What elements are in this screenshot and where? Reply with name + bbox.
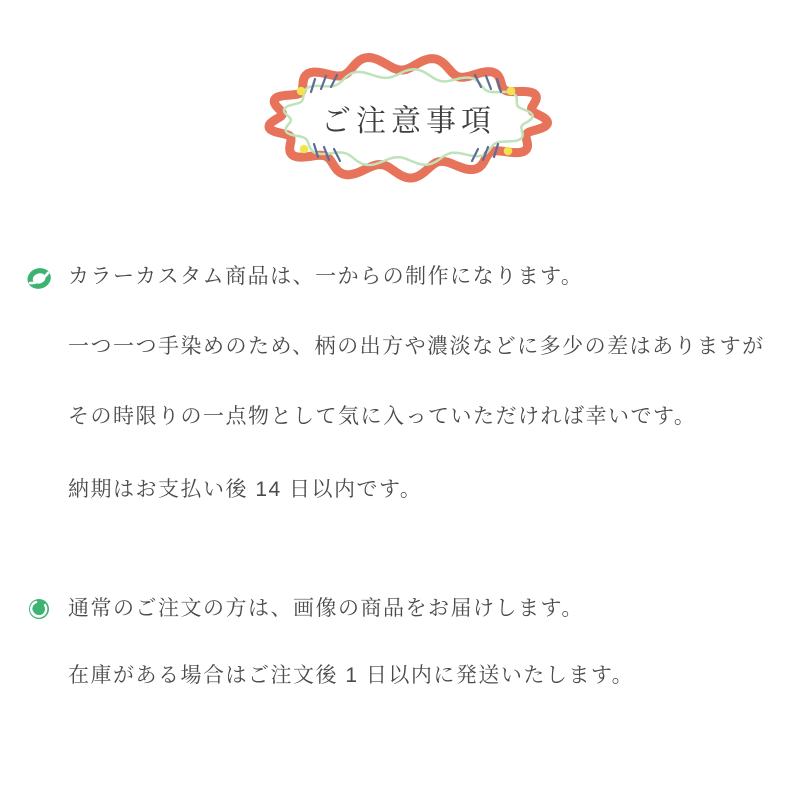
notice-line: カラーカスタム商品は、一からの制作になります。	[68, 265, 584, 288]
page-title: ご注意事項	[321, 105, 496, 138]
notice-line: 納期はお支払い後 14 日以内です。	[68, 478, 423, 501]
notice-line: 在庫がある場合はご注文後 1 日以内に発送いたします。	[68, 664, 635, 687]
notice-line: その時限りの一点物として気に入っていただければ幸いです。	[68, 405, 697, 428]
notice-line: 通常のご注文の方は、画像の商品をお届けします。	[68, 597, 584, 620]
notice-line: 一つ一つ手染めのため、柄の出方や濃淡などに多少の差はありますが	[68, 335, 765, 358]
notice-title-badge	[254, 46, 558, 190]
scribble-circle-icon	[26, 265, 52, 291]
scribble-circle-icon	[26, 596, 52, 622]
